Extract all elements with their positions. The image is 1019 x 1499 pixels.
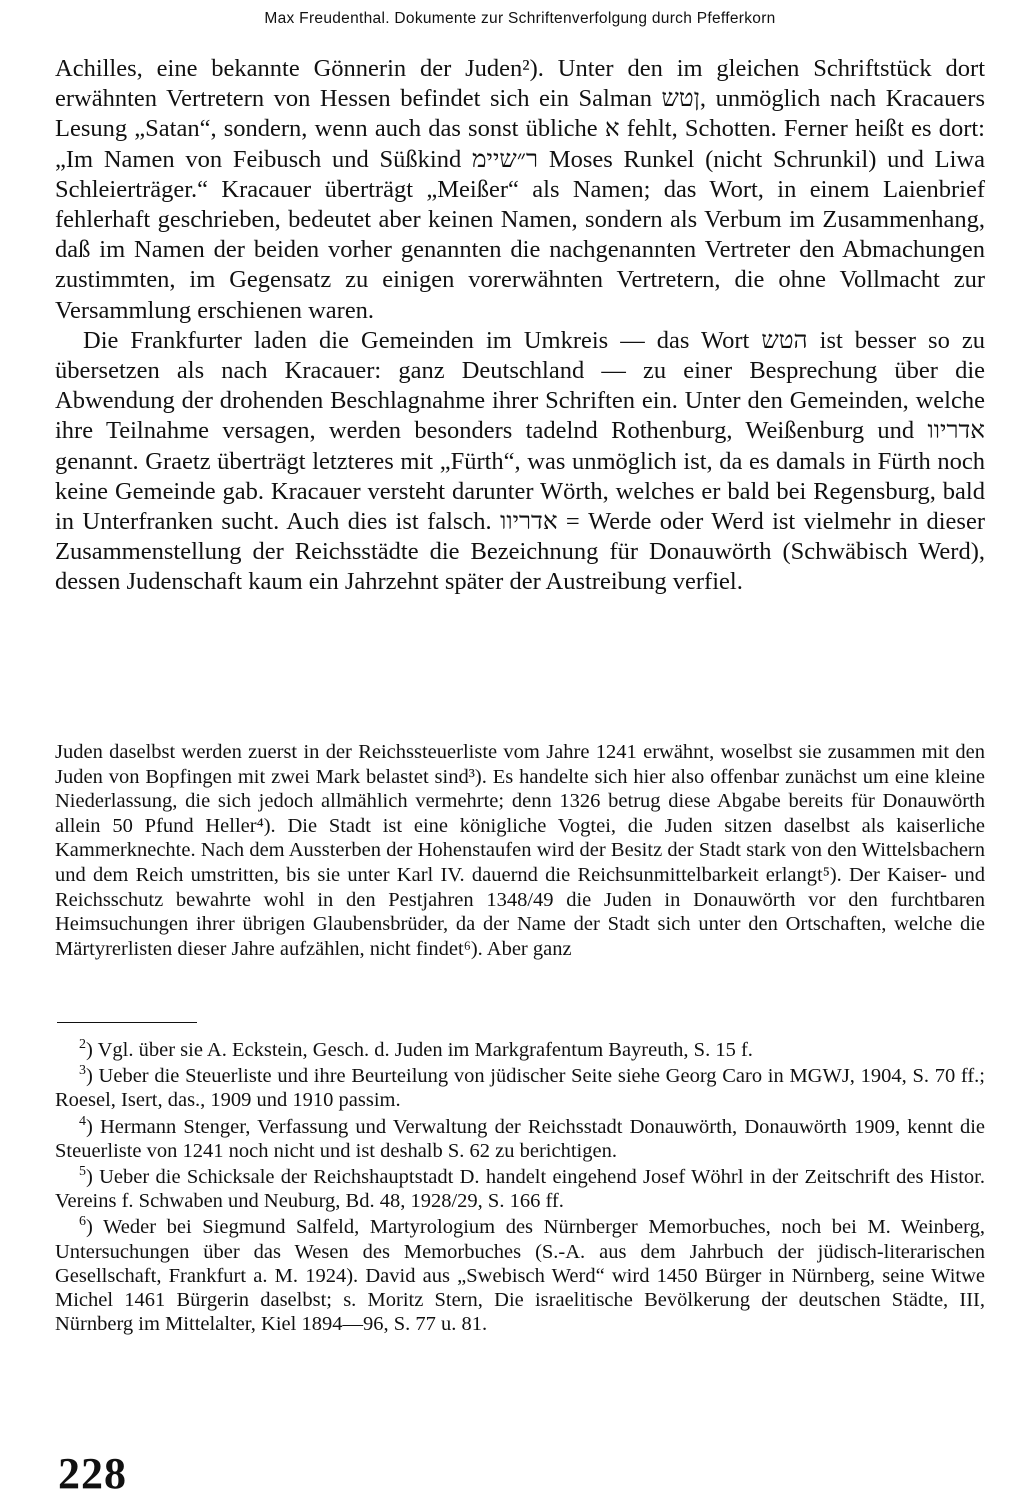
- book-page: [55, 0, 985, 1498]
- footnote-separator: [57, 1022, 197, 1023]
- footnote-5: $^5$) Ueber die Schicksale der Reichshauptstadt D. handelt eingehend Josef Wöhrl in der Zeitschrift des Histor. Vereins f. Schwaben und Neuburg, Bd. 48, 1928/29, S. 166 ff.: [55, 1164, 985, 1213]
- footnote-4: $^4$) Hermann Stenger, Verfassung und Verwaltung der Reichsstadt Donauwörth, Donauwörth 1909, kennt die Steuerliste von 1241 noch nicht und ist deshalb S. 62 zu berichtigen.: [55, 1113, 985, 1162]
- main-text: [55, 54, 985, 598]
- small-print-text: [55, 740, 985, 961]
- paragraph-1: Achilles, eine bekannte Gönnerin der Juden²). Unter den im gleichen Schriftstück dort erwähnten Vertretern von Hessen befindet sich ein Salman ןטש, unmöglich nach Kracauers Lesung „Satan“, sondern, wenn auch das sonst übliche א fehlt, Schotten. Ferner heißt es dort: „Im Namen von Feibusch und Süßkind ר״שיימ Moses Runkel (nicht Schrunkil) und Liwa Schleierträger.“ Kracauer überträgt „Meißer“ als Namen; das Wort, in einem Laienbrief fehlerhaft geschrieben, bedeutet aber keinen Namen, sondern als Verbum im Zusammenhang, daß im Namen der beiden vorher genannten die nachgenannten Vertreter den Abmachungen zustimmten, im Gegensatz zu einigen vorerwähnten Vertretern, die ohne Vollmacht zur Versammlung erschienen waren.: [55, 55, 985, 324]
- paragraph-3: Juden daselbst werden zuerst in der Reichssteuerliste vom Jahre 1241 erwähnt, woselbst sie zusammen mit den Juden von Bopfingen mit zwei Mark belastet sind³). Es handelte sich hier also offenbar zunächst um eine kleine Niederlassung, die sich jedoch allmählich vermehrte; denn 1326 betrug diese Abgabe bereits für Donauwörth allein 50 Pfund Heller⁴). Die Stadt ist eine königliche Vogtei, die Juden sitzen daselbst als kaiserliche Kammerknechte. Nach dem Aussterben der Hohenstaufen wird der Besitz der Stadt stark von den Wittelsbachern und dem Reich umstritten, bis sie unter Karl IV. dauernd die Reichsunmittelbarkeit erlangt⁵). Der Kaiser- und Reichsschutz bewahrte wohl in den Pestjahren 1348/49 die Juden in Donauwörth vor den furchtbaren Heimsuchungen ihrer übrigen Glaubensbrüder, da der Name der Stadt sich unter den Ortschaften, welche die Märtyrerlisten dieser Jahre aufzählen, nicht findet⁶). Aber ganz: [55, 741, 985, 960]
- footnotes: [55, 1038, 985, 1338]
- paragraph-2: Die Frankfurter laden die Gemeinden im Umkreis — das Wort הטש ist besser so zu übersetzen als nach Kracauer: ganz Deutschland — zu einer Besprechung über die Abwendung der drohenden Beschlagnahme ihrer Schriften ein. Unter den Gemeinden, welche ihre Teilnahme versagen, werden besonders tadelnd Rothenburg, Weißenburg und אדריוו genannt. Graetz überträgt letzteres mit „Fürth“, was unmöglich ist, da es damals in Fürth noch keine Gemeinde gab. Kracauer versteht darunter Wörth, welches er bald bei Regensburg, bald in Unterfranken sucht. Auch dies ist falsch. אדריוו = Werde oder Werd ist vielmehr in dieser Zusammenstellung der Reichsstädte die Bezeichnung für Donauwörth (Schwäbisch Werd), dessen Judenschaft kaum ein Jahrzehnt später der Austreibung verfiel.: [55, 326, 985, 596]
- page-number: 228: [58, 1449, 127, 1498]
- footnote-2: $^2$) Vgl. über sie A. Eckstein, Gesch. d. Juden im Markgrafentum Bayreuth, S. 15 f.: [79, 1037, 753, 1061]
- footnote-6: $^6$) Weder bei Siegmund Salfeld, Martyrologium des Nürnberger Memorbuches, noch bei M. Weinberg, Untersuchungen über das Wesen des Memorbuches (S.-A. aus dem Jahrbuch der jüdisch-literarischen Gesellschaft, Frankfurt a. M. 1924). David aus „Swebisch Werd“ wird 1450 Bürger in Nürnberg, seine Witwe Michel 1461 Bürgerin daselbst; s. Moritz Stern, Die israelitische Bevölkerung der deutschen Städte, III, Nürnberg im Mittelalter, Kiel 1894—96, S. 77 u. 81.: [55, 1214, 985, 1336]
- running-header: Max Freudenthal. Dokumente zur Schriftenverfolgung durch Pfefferkorn: [264, 10, 776, 27]
- footnote-3: $^3$) Ueber die Steuerliste und ihre Beurteilung von jüdischer Seite siehe Georg Caro in MGWJ, 1904, S. 70 ff.; Roesel, Isert, das., 1909 und 1910 passim.: [55, 1063, 986, 1112]
